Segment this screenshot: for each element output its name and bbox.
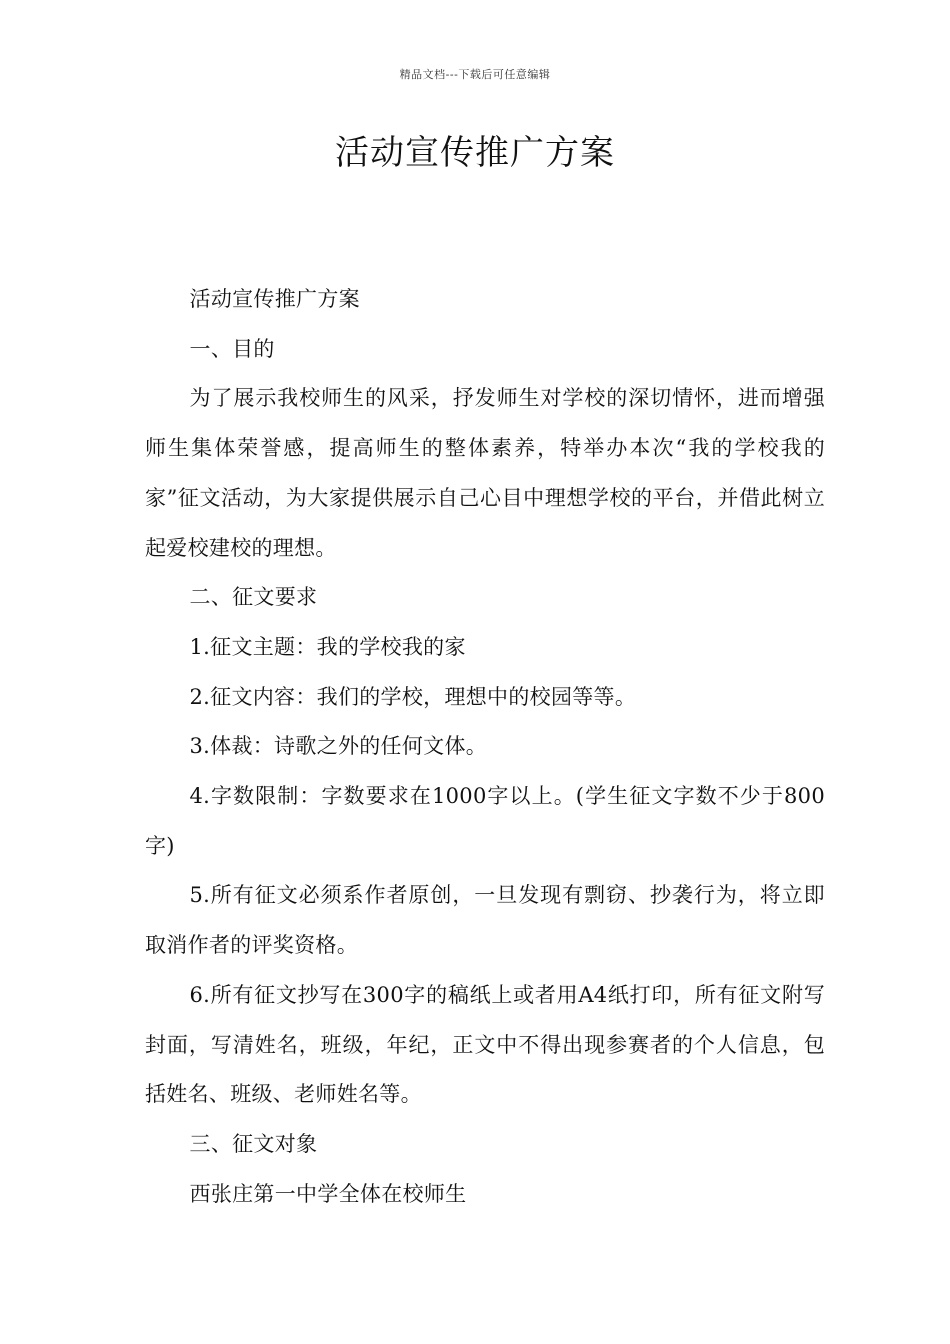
requirement-item-2: 2.征文内容：我们的学校，理想中的校园等等。: [189, 684, 637, 709]
paragraph-participants: 西张庄第一中学全体在校师生: [189, 1181, 467, 1206]
requirement-item-3: 3.体裁：诗歌之外的任何文体。: [189, 734, 488, 759]
requirement-item-1: 1.征文主题：我的学校我的家: [189, 634, 466, 659]
document-body: [145, 275, 825, 1219]
section-heading-requirements: 二、征文要求: [189, 585, 318, 610]
section-heading-purpose: 一、目的: [189, 336, 275, 361]
section-heading-participants: 三、征文对象: [189, 1131, 318, 1156]
paragraph-purpose: 为了展示我校师生的风采，抒发师生对学校的深切情怀，进而增强师生集体荣誉感，提高师生的整体素养，特举办本次“我的学校我的家”征文活动，为大家提供展示自己心目中理想学校的平台，并借此树立起爱校建校的理想。: [145, 386, 825, 560]
requirement-item-6: 6.所有征文抄写在300字的稿纸上或者用A4纸打印，所有征文附写封面，写清姓名，班级，年纪，正文中不得出现参赛者的个人信息，包括姓名、班级、老师姓名等。: [145, 982, 825, 1107]
header-note: 精品文档---下载后可任意编辑: [399, 68, 551, 81]
document-title: 活动宣传推广方案: [335, 133, 615, 173]
requirement-item-5: 5.所有征文必须系作者原创，一旦发现有剽窃、抄袭行为，将立即取消作者的评奖资格。: [145, 883, 825, 958]
requirement-item-4: 4.字数限制：字数要求在1000字以上。(学生征文字数不少于800字): [145, 784, 825, 858]
paragraph-subtitle: 活动宣传推广方案: [189, 287, 360, 311]
